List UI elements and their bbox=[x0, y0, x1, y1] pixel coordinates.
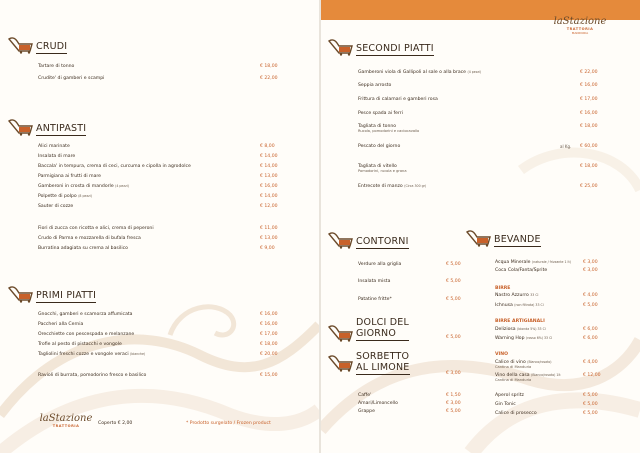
frozen-note: * Prodotto surgelato / Frozen product bbox=[186, 421, 271, 426]
section-title-dolci-2: GIORNO bbox=[356, 329, 409, 341]
section-title-primi: PRIMI PIATTI bbox=[36, 290, 97, 301]
section-title-sorbetto-2: AL LIMONE bbox=[356, 362, 410, 373]
birre-label: BIRRE bbox=[495, 286, 511, 291]
section-antipasti bbox=[8, 118, 86, 136]
cart-icon bbox=[328, 324, 354, 342]
section-title-antipasti: ANTIPASTI bbox=[36, 123, 87, 134]
footer-logo: laStazione TRATTORIA bbox=[39, 413, 93, 428]
menu-item: Crudite' di gamberi e scampi € 22,00 bbox=[38, 76, 278, 81]
section-title-contorni: CONTORNI bbox=[356, 236, 409, 247]
cover-charge: Coperto € 2,00 bbox=[98, 421, 133, 426]
cart-icon bbox=[328, 354, 354, 372]
section-title-crudi: CRUDI bbox=[36, 41, 68, 52]
section-title-bevande: BEVANDE bbox=[494, 234, 541, 245]
header-logo: laStazione TRATTORIA MANDURIA bbox=[553, 16, 607, 35]
section-sorbetto bbox=[328, 352, 410, 375]
menu-page-right bbox=[321, 0, 640, 453]
section-title-dolci: DOLCI DEL bbox=[356, 317, 409, 328]
cart-icon bbox=[8, 118, 34, 136]
cart-icon bbox=[328, 38, 354, 56]
section-primi bbox=[8, 285, 96, 303]
artigianali-label: BIRRE ARTIGIANALI bbox=[495, 319, 545, 324]
section-bevande bbox=[466, 229, 541, 247]
cart-icon bbox=[466, 229, 492, 247]
vino-label: VINO bbox=[495, 352, 509, 357]
cart-icon bbox=[8, 36, 34, 54]
cart-icon bbox=[328, 231, 354, 249]
section-crudi bbox=[8, 36, 67, 54]
menu-item: Tartare di tonno € 18,00 bbox=[38, 64, 278, 69]
section-title-sorbetto: SORBETTO bbox=[356, 351, 410, 362]
section-secondi bbox=[328, 38, 434, 56]
cart-icon bbox=[8, 285, 34, 303]
section-dolci bbox=[328, 318, 409, 342]
section-title-secondi: SECONDI PIATTI bbox=[356, 43, 434, 54]
section-contorni bbox=[328, 231, 409, 249]
menu-page-left: CRUDI Tartare di tonno € 18,00 Crudite' di gamberi e scampi € 22,00 ANTIPASTI Alici marinate € 8,00 Insalata di mare € 14,00 Baccala' in tempura, crema di ceci, curcuma e cipolla in agrodolce € 14,00 Parmigiana ai frutti di mare € 13,00 Gamberoni in crosta di mandorle (4 pezzi) € 16,00 Polpette di polpo (8 pezzi) € 14,00 Sauter di cozze € 12,00 Fiori di zucca con ricotta e alici, crema di peperoni € 11,00 Crudo di Parma e mozzarella di bufala fresca € 13,00 Burratina adagiata su crema al basilico € 9,00 PRIMI PIATTI Gnocchi, gamberi e scamorza affumicata € 16,00 Paccheri alla Cernia € 16,00 Orecchiette con pescespada e melanzane € 17,00 Trofie al pesto di pistacchi e vongole € 18,00 Tagliolini freschi cozze e vongole veraci (bianche) € 20,00 Ravioli di burrata, pomodorino fresco e basilico € 15,00 laStazione TRATTORIA Coperto € 2,00 * Prodotto surgelato / Frozen product bbox=[0, 0, 319, 453]
